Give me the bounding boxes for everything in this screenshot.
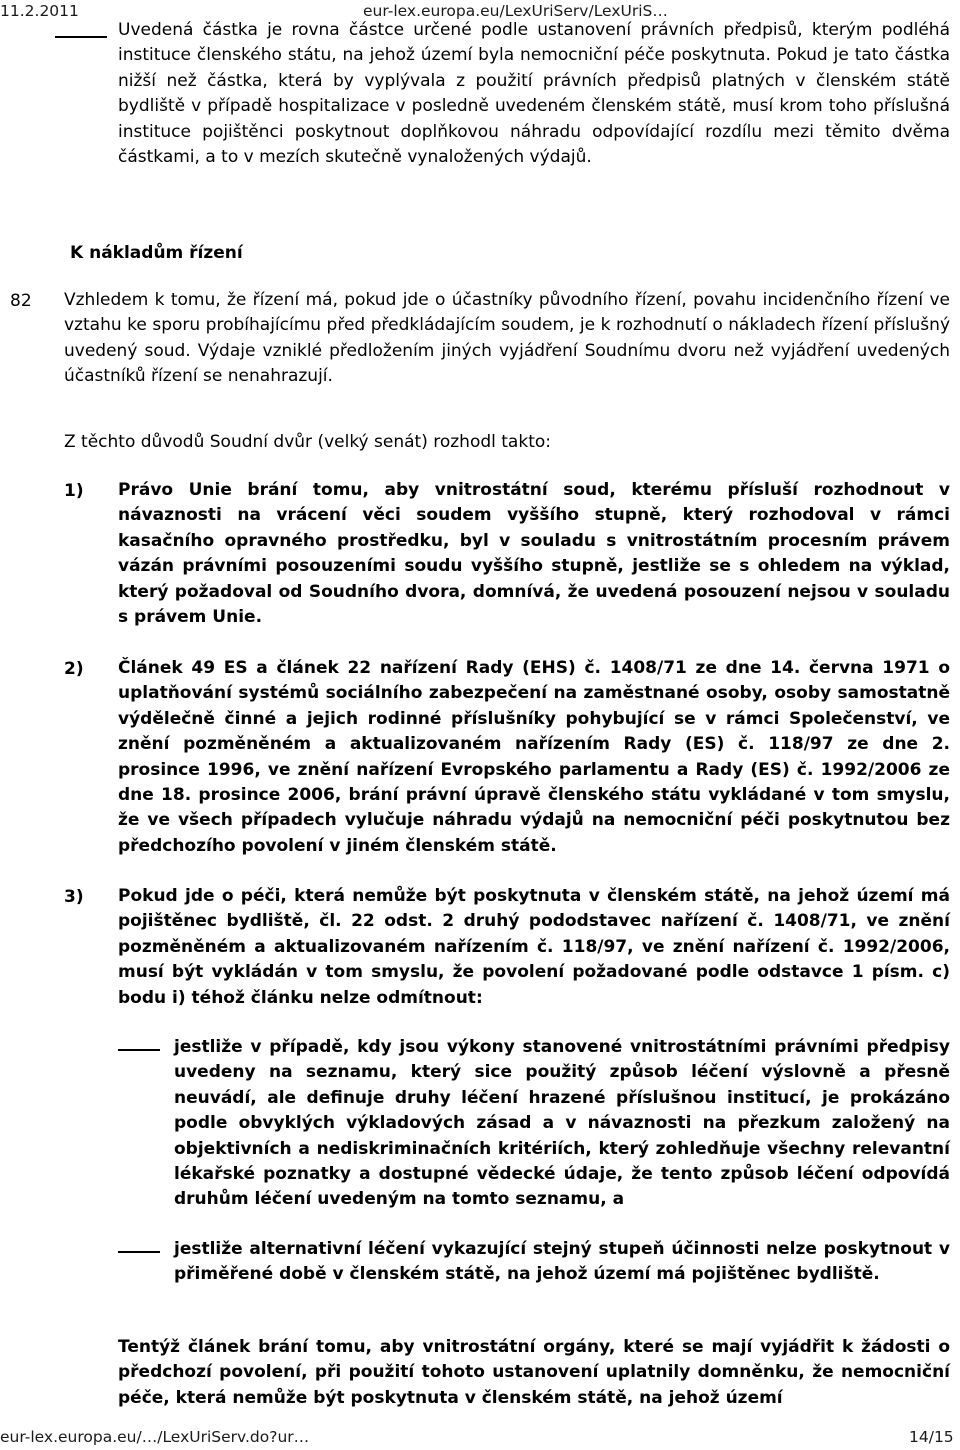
footer-page: 14/15 (909, 1428, 954, 1446)
ruling-2-text: Článek 49 ES a článek 22 nařízení Rady (EHS) č. 1408/71 ze dne 14. června 1971 o uplatňování systémů sociálního zabezpečení na zaměstnané osoby, osoby samostatně výdělečně činné a jejich rodinné příslušníky pohybující se v rámci Společenství, ve znění pozměněném a aktualizovaném nařízením Rady (ES) č. 118/97 ze dne 2. prosince 1996, ve znění nařízení Evropského parlamentu a Rady (ES) č. 1992/2006 ze dne 18. prosince 2006, brání právní úpravě členského státu vykládané v tom smyslu, že ve všech případech vylučuje náhradu výdajů na nemocniční péči poskytnutou bez předchozího povolení v jiném členském státě. (118, 658, 950, 856)
ruling-1-number: 1) (64, 481, 84, 501)
closing-text: Tentýž článek brání tomu, aby vnitrostátní orgány, které se mají vyjádřit k žádosti o předchozí povolení, při použití tohoto ustanovení uplatnily domněnku, že nemocniční péče, která nemůže být poskytnuta v členském státě, na jehož území (118, 1337, 950, 1408)
ruling-3-text: Pokud jde o péči, která nemůže být poskytnuta v členském státě, na jehož území má pojištěnec bydliště, čl. 22 odst. 2 druhý pododstavec nařízení č. 1408/71, ve znění pozměněném a aktualizovaném nařízením č. 118/97, ve znění nařízení č. 1992/2006, musí být vykládán v tom smyslu, že povolení požadované podle odstavce 1 písm. c) bodu i) téhož článku nelze odmítnout: (118, 886, 950, 1008)
point-number: 82 (10, 291, 32, 311)
condition-1-text: jestliže v případě, kdy jsou výkony stanovené vnitrostátními právními předpisy uvedeny na seznamu, který sice použitý způsob léčení výslovně a přesně neuvádí, ale definuje druhy léčení hrazené příslušnou institucí, je prokázáno podle obvyklých výkladových zásad a v návaznosti na přezkum založený na objektivních a nediskriminačních kritériích, který zohledňuje všechny relevantní lékařské poznatky a dostupné vědecké údaje, že tento způsob léčení odpovídá druhům léčení uvedeným na tomto seznamu, a (174, 1037, 950, 1210)
point-82-text: Vzhledem k tomu, že řízení má, pokud jde o účastníky původního řízení, povahu incidenčního řízení ve vztahu ke sporu probíhajícímu před předkládajícím soudem, je k rozhodnutí o nákladech řízení příslušný uvedený soud. Výdaje vzniklé předložením jiných vyjádření Soudnímu dvoru než vyjádření uvedených účastníků řízení se nenahrazují. (64, 290, 950, 387)
condition-2-text: jestliže alternativní léčení vykazující stejný stupeň účinnosti nelze poskytnout v přiměřené době v členském státě, na jehož území má pojištěnec bydliště. (174, 1239, 950, 1285)
intro-text: Uvedená částka je rovna částce určené podle ustanovení právních předpisů, kterým podléhá instituce členského státu, na jehož území byla nemocniční péče poskytnuta. Pokud je tato částka nižší než částka, která by vyplývala z použití právních předpisů platných v členském státě bydliště v případě hospitalizace v posledně uvedeném členském státě, musí krom toho příslušná instituce pojištěnci poskytnout doplňkovou náhradu odpovídající rozdílu mezi těmito dvěma částkami, a to v mezích skutečně vynaložených výdajů. (118, 20, 950, 168)
footer-url[interactable]: eur-lex.europa.eu/…/LexUriServ.do?ur… (0, 1428, 310, 1446)
condition-1-dash (118, 1049, 160, 1051)
header-date: 11.2.2011 (0, 2, 79, 20)
intro-dash (55, 36, 107, 38)
ruling-3-number: 3) (64, 887, 84, 907)
costs-heading: K nákladům řízení (70, 243, 243, 263)
condition-2-dash (118, 1251, 160, 1253)
ruling-intro: Z těchto důvodů Soudní dvůr (velký senát) rozhodl takto: (64, 432, 551, 452)
ruling-1-text: Právo Unie brání tomu, aby vnitrostátní soud, kterému přísluší rozhodnout v návaznosti na vrácení věci soudem vyššího stupně, který rozhodoval v rámci kasačního opravného prostředku, byl v souladu s vnitrostátním procesním právem vázán právními posouzeními soudu vyššího stupně, jestliže se s ohledem na výklad, který požadoval od Soudního dvora, domnívá, že uvedená posouzení nejsou v souladu s právem Unie. (118, 480, 950, 628)
header-url[interactable]: eur-lex.europa.eu/LexUriServ/LexUriS… (363, 2, 668, 20)
ruling-2-number: 2) (64, 659, 84, 679)
